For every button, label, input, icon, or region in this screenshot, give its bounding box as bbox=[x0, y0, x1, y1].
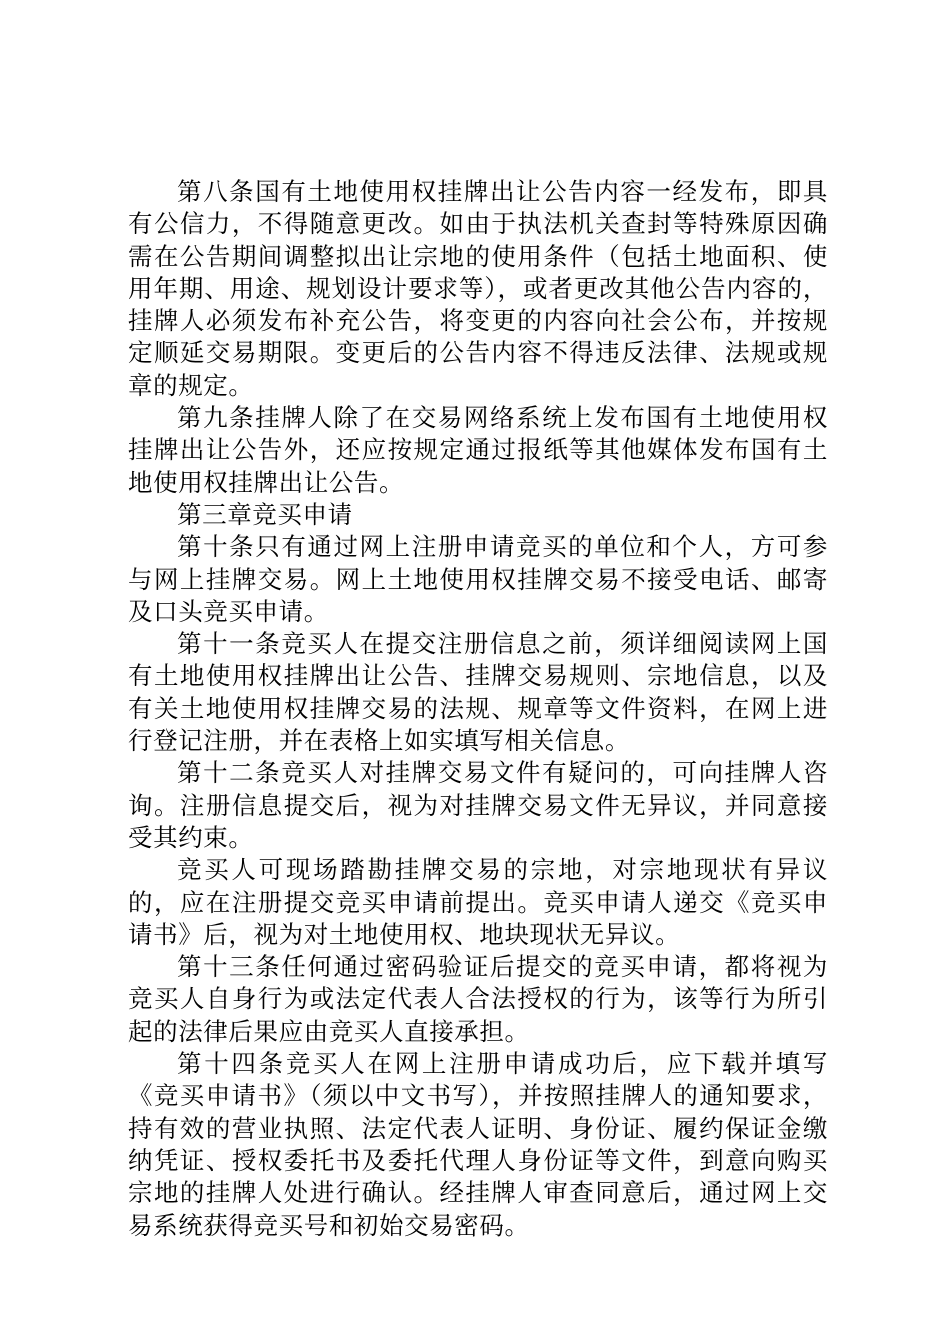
article-12-paragraph: 第十二条竞买人对挂牌交易文件有疑问的，可向挂牌人咨询。注册信息提交后，视为对挂牌交易文件无异议，并同意接受其约束。 bbox=[128, 758, 828, 852]
article-14-paragraph: 第十四条竞买人在网上注册申请成功后，应下载并填写《竞买申请书》（须以中文书写），并按照挂牌人的通知要求，持有效的营业执照、法定代表人证明、身份证、履约保证金缴纳凭证、授权委托书及委托代理人身份证等文件，到意向购买宗地的挂牌人处进行确认。经挂牌人审查同意后，通过网上交易系统获得竞买号和初始交易密码。 bbox=[128, 1049, 828, 1240]
document-body bbox=[128, 176, 828, 1242]
article-10-paragraph: 第十条只有通过网上注册申请竞买的单位和个人，方可参与网上挂牌交易。网上土地使用权挂牌交易不接受电话、邮寄及口头竞买申请。 bbox=[128, 532, 828, 626]
article-9-paragraph: 第九条挂牌人除了在交易网络系统上发布国有土地使用权挂牌出让公告外，还应按规定通过报纸等其他媒体发布国有土地使用权挂牌出让公告。 bbox=[128, 403, 828, 497]
chapter-3-heading: 第三章竞买申请 bbox=[177, 499, 353, 529]
article-11-paragraph: 第十一条竞买人在提交注册信息之前，须详细阅读网上国有土地使用权挂牌出让公告、挂牌交易规则、宗地信息，以及有关土地使用权挂牌交易的法规、规章等文件资料，在网上进行登记注册，并在表格上如实填写相关信息。 bbox=[128, 629, 828, 756]
article-8-paragraph: 第八条国有土地使用权挂牌出让公告内容一经发布，即具有公信力，不得随意更改。如由于执法机关查封等特殊原因确需在公告期间调整拟出让宗地的使用条件（包括土地面积、使用年期、用途、规划设计要求等），或者更改其他公告内容的，挂牌人必须发布补充公告，将变更的内容向社会公布，并按规定顺延交易期限。变更后的公告内容不得违反法律、法规或规章的规定。 bbox=[128, 177, 828, 400]
article-13-paragraph: 第十三条任何通过密码验证后提交的竞买申请，都将视为竞买人自身行为或法定代表人合法授权的行为，该等行为所引起的法律后果应由竞买人直接承担。 bbox=[128, 952, 828, 1046]
article-12-continuation-paragraph: 竞买人可现场踏勘挂牌交易的宗地，对宗地现状有异议的，应在注册提交竞买申请前提出。竞买申请人递交《竞买申请书》后，视为对土地使用权、地块现状无异议。 bbox=[128, 855, 828, 949]
